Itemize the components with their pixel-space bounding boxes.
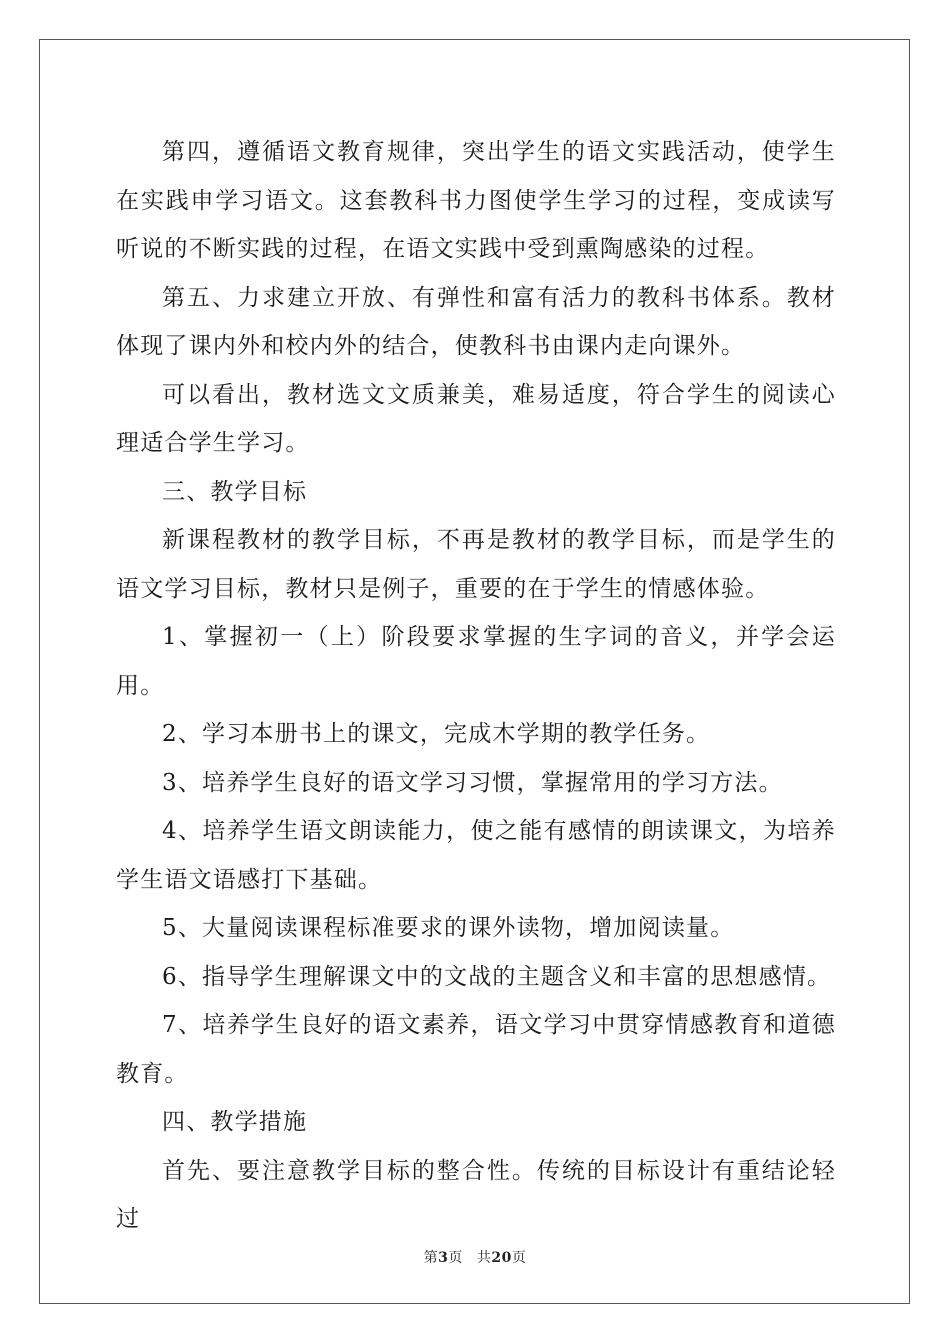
section-heading-measures: 四、教学措施	[162, 1109, 308, 1135]
paragraph-measures-first: 首先、要注意教学目标的整合性。传统的目标设计有重结论轻过	[116, 1157, 836, 1232]
paragraph-summary: 可以看出，教材选文文质兼美，难易适度，符合学生的阅读心理适合学生学习。	[116, 381, 836, 456]
page-footer	[0, 1247, 950, 1267]
goal-item-1: 1、掌握初一（上）阶段要求掌握的生字词的音义，并学会运用。	[116, 624, 836, 699]
total-page-count: 20	[491, 1250, 512, 1266]
page-prefix: 第	[423, 1250, 439, 1266]
goal-item-4: 4、培养学生语文朗读能力，使之能有感情的朗读课文，为培养学生语文语感打下基础。	[116, 818, 836, 893]
paragraph-principle-4: 第四，遵循语文教育规律，突出学生的语文实践活动，使学生在实践申学习语文。这套教科书力图使学生学习的过程，变成读写听说的不断实践的过程，在语文实践中受到熏陶感染的过程。	[116, 139, 836, 262]
goal-item-3: 3、培养学生良好的语文学习习惯，掌握常用的学习方法。	[162, 769, 783, 796]
goal-item-6: 6、指导学生理解课文中的文战的主题含义和丰富的思想感情。	[162, 963, 832, 990]
page-suffix: 页	[448, 1250, 463, 1266]
total-prefix: 共	[476, 1250, 492, 1266]
goal-item-5: 5、大量阅读课程标准要求的课外读物，增加阅读量。	[162, 915, 735, 941]
total-suffix: 页	[511, 1250, 527, 1266]
document-body	[116, 128, 836, 1244]
section-heading-goals: 三、教学目标	[162, 478, 308, 505]
current-page-number: 3	[438, 1250, 449, 1266]
goal-item-2: 2、学习本册书上的课文，完成木学期的教学任务。	[162, 721, 711, 747]
goal-item-7: 7、培养学生良好的语文素养，语文学习中贯穿情感教育和道德教育。	[116, 1012, 836, 1087]
paragraph-principle-5: 第五、力求建立开放、有弹性和富有活力的教科书体系。教材体现了课内外和校内外的结合，使教科书由课内走向课外。	[116, 284, 836, 359]
paragraph-goals-intro: 新课程教材的教学目标，不再是教材的教学目标，而是学生的语文学习目标，教材只是例子，重要的在于学生的情感体验。	[116, 527, 836, 602]
